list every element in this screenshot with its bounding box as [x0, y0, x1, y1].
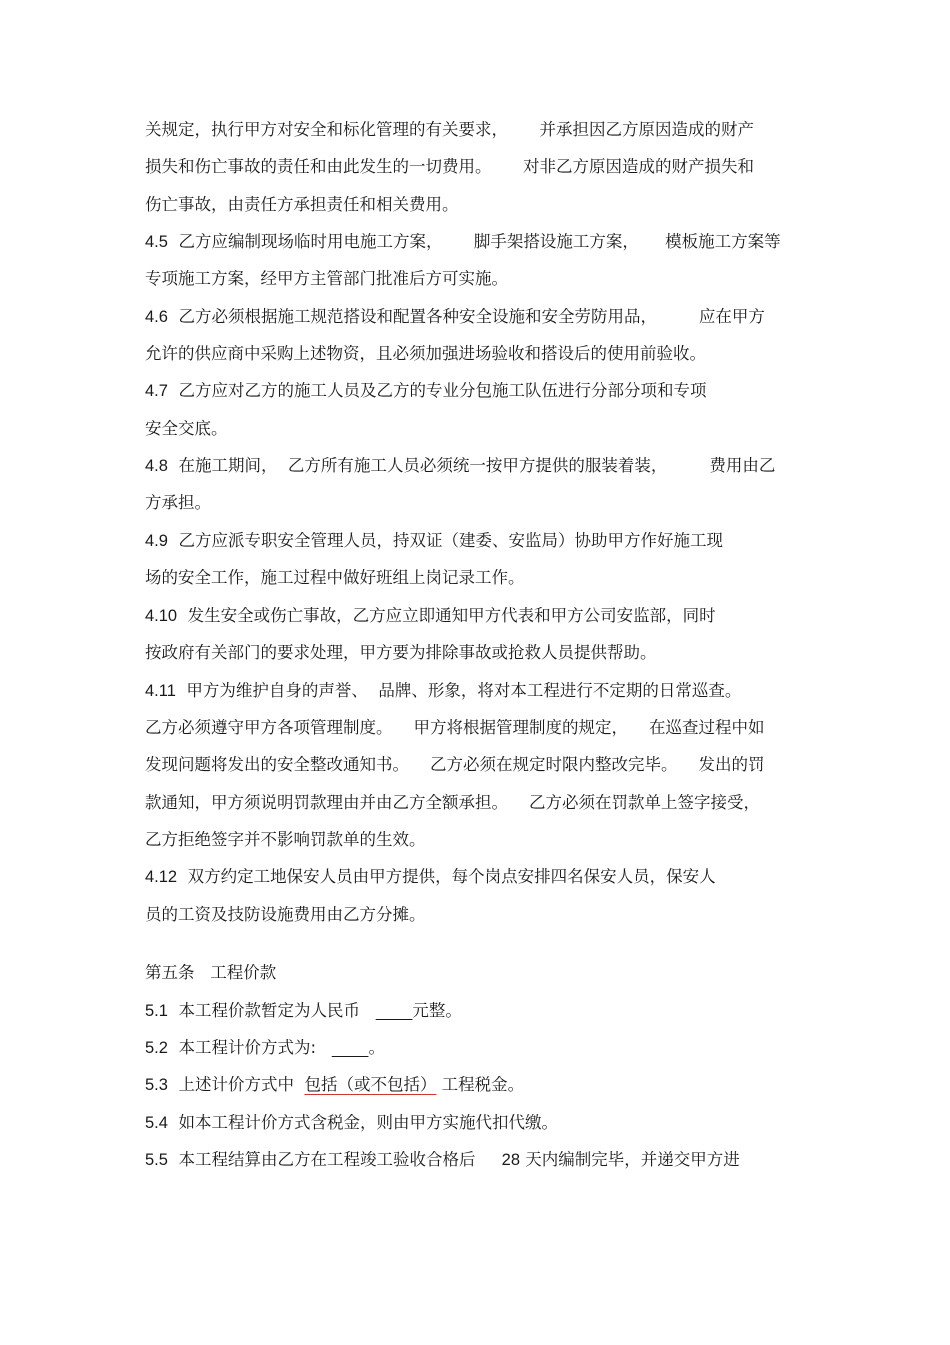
- clause-number: 4.8: [145, 457, 168, 475]
- clause-text: 乙方应对乙方的施工人员及乙方的专业分包施工队伍进行分部分项和专项: [178, 381, 707, 400]
- clause-number: 4.7: [145, 382, 168, 400]
- clause-4-12-line: [145, 866, 716, 888]
- clause-text: 双方约定工地保安人员由甲方提供，每个岗点安排四名保安人员，保安人: [187, 867, 716, 886]
- text-line: 伤亡事故，由责任方承担责任和相关费用。: [145, 195, 459, 214]
- text-line: 安全交底。: [145, 419, 228, 438]
- clause-5-2-line: [145, 1037, 385, 1059]
- clause-text: 乙方应派专职安全管理人员，持双证（建委、安监局）协助甲方作好施工现: [178, 531, 723, 550]
- clause-text: 工程税金。: [436, 1075, 525, 1094]
- text-line: 场的安全工作，施工过程中做好班组上岗记录工作。: [145, 568, 525, 587]
- text-line: 按政府有关部门的要求处理，甲方要为排除事故或抢救人员提供帮助。: [145, 643, 657, 662]
- tax-option-underlined: 包括（或不包括）: [304, 1075, 437, 1094]
- clause-4-8-line: [145, 455, 775, 477]
- clause-text: 上述计价方式中: [178, 1075, 305, 1094]
- text-line: 关规定，执行甲方对安全和标化管理的有关要求， 并承担因乙方原因造成的财产: [145, 120, 754, 139]
- text-line: 乙方拒绝签字并不影响罚款单的生效。: [145, 830, 426, 849]
- clause-text: 。: [368, 1038, 385, 1057]
- clause-text: 乙方应编制现场临时用电施工方案， 脚手架搭设施工方案， 模板施工方案等: [178, 232, 781, 251]
- clause-4-6-line: [145, 306, 765, 328]
- clause-number: 4.12: [145, 868, 178, 886]
- clause-text: 本工程计价方式为:: [178, 1038, 332, 1057]
- text-line: 方承担。: [145, 493, 211, 512]
- clause-number: 5.3: [145, 1076, 168, 1094]
- text-line: 损失和伤亡事故的责任和由此发生的一切费用。 对非乙方原因造成的财产损失和: [145, 157, 754, 176]
- clause-number: 5.4: [145, 1114, 168, 1132]
- text-line: 发现问题将发出的安全整改通知书。 乙方必须在规定时限内整改完毕。 发出的罚: [145, 755, 765, 774]
- clause-text: 发生安全或伤亡事故，乙方应立即通知甲方代表和甲方公司安监部，同时: [187, 606, 716, 625]
- clause-text: 元整。: [412, 1001, 462, 1020]
- clause-5-4-line: [145, 1112, 558, 1134]
- clause-4-9-line: [145, 530, 723, 552]
- clause-number: 5.2: [145, 1039, 168, 1057]
- clause-text: 本工程结算由乙方在工程竣工验收合格后: [178, 1150, 502, 1169]
- clause-4-10-line: [145, 605, 716, 627]
- clause-text: 本工程价款暂定为人民币: [178, 1001, 376, 1020]
- clause-5-1-line: [145, 1000, 462, 1022]
- clause-4-5-line: [145, 231, 781, 253]
- clause-text: 乙方必须根据施工规范搭设和配置各种安全设施和安全劳防用品， 应在甲方: [178, 307, 765, 326]
- days-value: 28: [501, 1151, 521, 1169]
- clause-5-3-line: [145, 1074, 524, 1096]
- clause-4-11-line: [145, 680, 741, 702]
- clause-number: 4.10: [145, 607, 178, 625]
- clause-4-7-line: [145, 380, 706, 402]
- clause-text: 如本工程计价方式含税金，则由甲方实施代扣代缴。: [178, 1113, 558, 1132]
- text-line: 乙方必须遵守甲方各项管理制度。 甲方将根据管理制度的规定， 在巡查过程中如: [145, 718, 765, 737]
- text-line: 专项施工方案，经甲方主管部门批准后方可实施。: [145, 269, 508, 288]
- text-line: 允许的供应商中采购上述物资，且必须加强进场验收和搭设后的使用前验收。: [145, 344, 706, 363]
- clause-number: 4.6: [145, 308, 168, 326]
- clause-number: 4.5: [145, 233, 168, 251]
- text-line: 款通知，甲方须说明罚款理由并由乙方全额承担。 乙方必须在罚款单上签字接受，: [145, 793, 760, 812]
- pricing-method-blank: [332, 1038, 369, 1057]
- clause-number: 4.9: [145, 532, 168, 550]
- text-line: 员的工资及技防设施费用由乙方分摊。: [145, 905, 426, 924]
- clause-text: 天内编制完毕，并递交甲方进: [520, 1150, 740, 1169]
- clause-number: 5.5: [145, 1151, 168, 1169]
- clause-text: 甲方为维护自身的声誉、 品牌、形象，将对本工程进行不定期的日常巡查。: [186, 681, 742, 700]
- clause-5-5-line: [145, 1149, 740, 1171]
- clause-number: 4.11: [145, 682, 176, 700]
- amount-blank: [376, 1001, 413, 1020]
- clause-number: 5.1: [145, 1002, 168, 1020]
- clause-text: 在施工期间， 乙方所有施工人员必须统一按甲方提供的服装着装， 费用由乙: [178, 456, 776, 475]
- section-heading: 第五条 工程价款: [145, 963, 277, 982]
